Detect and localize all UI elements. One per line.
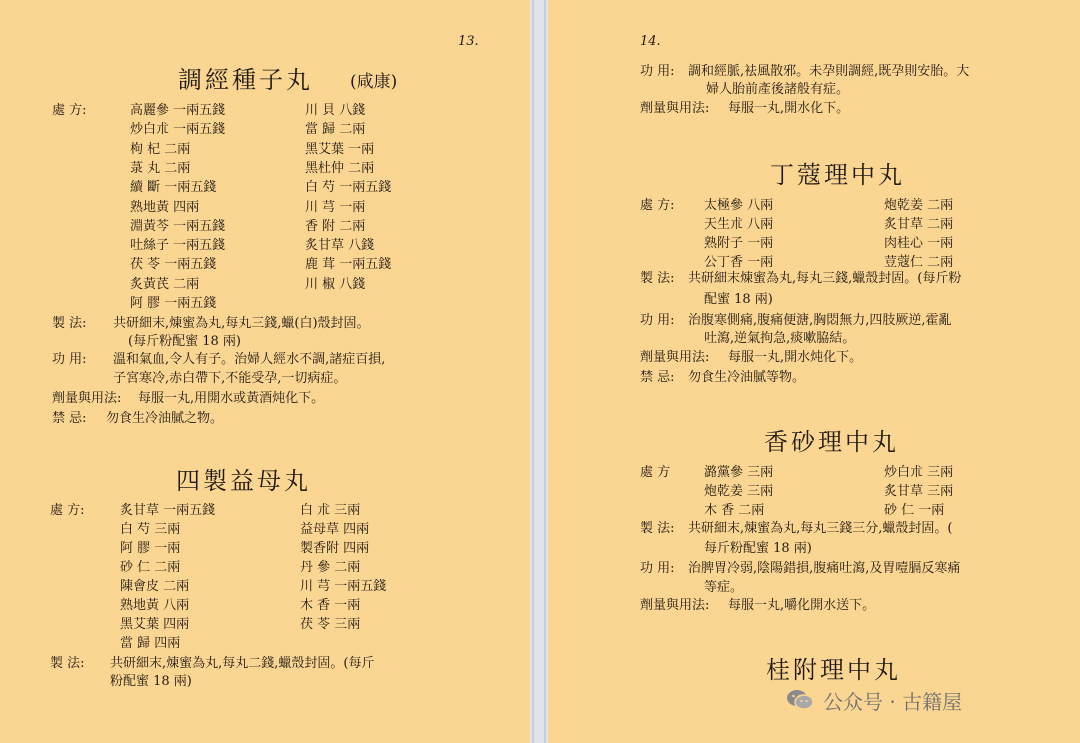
prep-label: 製 法:: [50, 656, 85, 671]
taboo-label: 禁 忌:: [640, 370, 675, 385]
ingredient-item: 製香附 四兩: [300, 541, 370, 556]
dose-label: 劑量與用法:: [640, 350, 710, 365]
dose-label: 劑量與用法:: [640, 598, 710, 613]
ingredient-item: 川 芎 一兩五錢: [300, 579, 387, 594]
taboo-label: 禁 忌:: [52, 411, 87, 426]
ingredient-item: 丹 參 二兩: [300, 560, 361, 575]
ingredient-item: 黑艾葉 一兩: [305, 141, 375, 157]
ingredient-item: 砂 仁 一兩: [884, 503, 945, 518]
ingredient-item: 潞黨參 三兩: [704, 465, 774, 480]
ingredient-item: 黑艾葉 四兩: [120, 617, 190, 632]
ingredient-item: 益母草 四兩: [300, 522, 370, 537]
ingredient-item: 肉桂心 一兩: [884, 236, 954, 251]
ingredient-item: 高麗參 一兩五錢: [130, 103, 226, 118]
page-number: 13.: [458, 34, 479, 49]
dose-label: 劑量與用法:: [52, 391, 122, 406]
ingredient-item: 阿 膠 一兩: [120, 541, 181, 556]
dose-text: 每服一丸,嚼化開水送下。: [728, 598, 876, 613]
prep-text-2: 配蜜 18 兩): [704, 292, 773, 307]
ingredient-item: 熟地黃 四兩: [130, 199, 200, 215]
page-gutter: [530, 0, 548, 743]
prep-label: 製 法:: [640, 271, 675, 286]
section-title-note: (咸康): [350, 72, 398, 92]
prep-text-2: 粉配蜜 18 兩): [110, 674, 192, 689]
effect-text: 溫和氣血,令人有子。治婦人經水不調,諸症百損,: [113, 352, 386, 367]
ingredient-item: 陳會皮 二兩: [120, 579, 190, 594]
prep-text: 共研細末,煉蜜為丸,每丸三錢,蠟(白)殼封固。: [113, 316, 370, 331]
ingredients-label: 處 方:: [52, 103, 87, 118]
ingredient-item: 香 附 二兩: [305, 218, 366, 234]
ingredient-item: 白 朮 三兩: [300, 503, 361, 518]
ingredient-item: 炙甘草 三兩: [884, 484, 954, 499]
effect-text-2: 婦人胎前產後諸般有症。: [706, 82, 850, 97]
ingredients-label: 處 方:: [640, 198, 675, 213]
ingredient-item: 炒白朮 三兩: [884, 465, 954, 480]
ingredient-item: 木 香 二兩: [704, 503, 765, 518]
ingredient-item: 當 歸 四兩: [120, 636, 181, 651]
left-page: [0, 0, 530, 743]
taboo-text: 勿食生冷油膩之物。: [106, 411, 224, 426]
ingredient-item: 荳蔻仁 二兩: [884, 255, 954, 270]
ingredient-item: 砂 仁 二兩: [120, 560, 181, 575]
ingredient-item: 炙甘草 二兩: [884, 217, 954, 232]
section-title: 桂附理中丸: [766, 656, 901, 684]
watermark: [785, 686, 962, 714]
ingredient-item: 茯 苓 一兩五錢: [130, 257, 217, 273]
ingredient-item: 川 貝 八錢: [305, 103, 366, 118]
ingredient-item: 當 歸 二兩: [305, 122, 366, 138]
section-title: 四製益母丸: [176, 467, 311, 495]
effect-text: 治脾胃冷弱,陰陽錯損,腹痛吐瀉,及胃噎膈反寒痛: [688, 561, 961, 576]
dose-text: 每服一丸,用開水或黃酒炖化下。: [138, 391, 325, 406]
effect-label: 功 用:: [52, 352, 87, 367]
ingredient-item: 阿 膠 一兩五錢: [130, 296, 217, 311]
ingredient-item: 天生朮 八兩: [704, 217, 774, 232]
ingredient-item: 枸 杞 二兩: [130, 141, 191, 157]
ingredient-item: 太極參 八兩: [704, 198, 774, 213]
ingredient-item: 菉 丸 二兩: [130, 160, 191, 176]
taboo-text: 勿食生冷油膩等物。: [688, 370, 806, 385]
ingredient-item: 黑杜仲 二兩: [305, 160, 375, 176]
ingredient-item: 炒白朮 一兩五錢: [130, 122, 226, 138]
ingredient-item: 鹿 茸 一兩五錢: [305, 257, 392, 273]
ingredient-item: 茯 苓 三兩: [300, 617, 361, 632]
watermark-text: 公众号 · 古籍屋: [823, 689, 963, 714]
ingredient-item: 炙甘草 一兩五錢: [120, 503, 216, 518]
effect-label: 功 用:: [640, 313, 675, 328]
effect-text-2: 吐瀉,逆氣拘急,痰嗽脇結。: [704, 331, 856, 346]
effect-label: 功 用:: [640, 64, 675, 79]
dose-text: 每服一丸,開水炖化下。: [728, 350, 863, 365]
wechat-icon: [785, 687, 815, 713]
section-title: 調經種子丸: [178, 66, 313, 94]
prep-text: 共研細末煉蜜為丸,每丸三錢,蠟殼封固。(每斤粉: [688, 271, 962, 286]
effect-text: 治腹寒側痛,腹痛便溏,胸悶無力,四肢厥逆,霍亂: [688, 313, 952, 328]
ingredient-item: 淵黃芩 一兩五錢: [130, 218, 226, 234]
ingredients-label: 處 方: [640, 465, 671, 480]
ingredient-item: 炙甘草 八錢: [305, 238, 375, 254]
section-title: 香砂理中丸: [764, 428, 899, 456]
ingredient-item: 公丁香 一兩: [704, 255, 774, 270]
prep-text: 共研細末,煉蜜為丸,每丸三錢三分,蠟殼封固。(: [688, 521, 953, 536]
dose-text: 每服一丸,開水化下。: [728, 101, 850, 116]
ingredient-item: 白 芍 一兩五錢: [305, 180, 392, 196]
effect-text-2: 等症。: [704, 580, 744, 595]
dose-label: 劑量與用法:: [640, 101, 710, 116]
effect-label: 功 用:: [640, 561, 675, 576]
ingredient-item: 熟地黃 八兩: [120, 598, 190, 613]
effect-text: 調和經脈,袪風散邪。未孕則調經,既孕則安胎。大: [688, 64, 970, 79]
ingredient-item: 白 芍 三兩: [120, 522, 181, 537]
prep-text-2: 每斤粉配蜜 18 兩): [704, 541, 812, 556]
ingredient-item: 炮乾姜 二兩: [884, 198, 954, 213]
ingredient-item: 續 斷 一兩五錢: [130, 180, 217, 196]
ingredient-item: 炮乾姜 三兩: [704, 484, 774, 499]
ingredient-item: 川 芎 一兩: [305, 199, 366, 215]
page-number: 14.: [640, 34, 661, 49]
ingredients-label: 處 方:: [50, 503, 85, 518]
ingredient-item: 木 香 一兩: [300, 598, 361, 613]
effect-text-2: 子宮寒冷,赤白帶下,不能受孕,一切病症。: [113, 371, 347, 386]
ingredient-item: 吐絲子 一兩五錢: [130, 238, 226, 254]
ingredient-item: 熟附子 一兩: [704, 236, 774, 251]
ingredient-item: 川 椒 八錢: [305, 276, 366, 292]
prep-label: 製 法:: [52, 316, 87, 331]
right-page: [548, 0, 1080, 743]
prep-text-2: (每斤粉配蜜 18 兩): [128, 334, 241, 349]
prep-label: 製 法:: [640, 521, 675, 536]
prep-text: 共研細末,煉蜜為丸,每丸二錢,蠟殼封固。(每斤: [110, 656, 375, 671]
section-title: 丁蔻理中丸: [770, 161, 905, 189]
ingredient-item: 炙黃芪 二兩: [130, 276, 200, 292]
